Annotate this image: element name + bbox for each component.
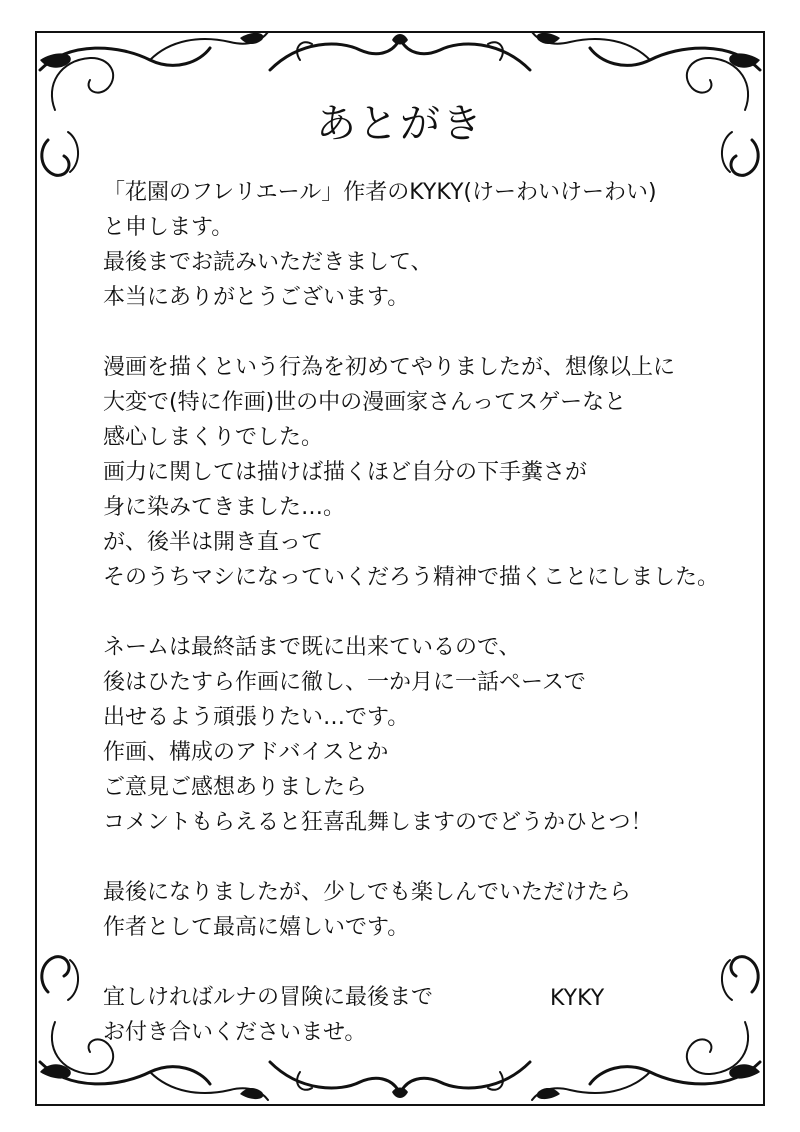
- text-line: 画力に関しては描けば描くほど自分の下手糞さが: [103, 460, 588, 485]
- text-line: お付き合いくださいませ。: [103, 1020, 367, 1045]
- text-line: 漫画を描くという行為を初めてやりましたが、想像以上に: [103, 355, 676, 380]
- text-line: 最後になりましたが、少しでも楽しんでいただけたら: [103, 880, 632, 905]
- text-line: と申します。: [103, 215, 234, 240]
- text-line: コメントもらえると狂喜乱舞しますのでどうかひとつ！: [103, 810, 653, 835]
- paragraph: [103, 875, 763, 945]
- author-signature: KYKY: [550, 986, 605, 1011]
- text-line: 作画、構成のアドバイスとか: [103, 740, 389, 765]
- text-line: そのうちマシになっていくだろう精神で描くことにしました。: [103, 565, 720, 590]
- text-line: 大変で(特に作画)世の中の漫画家さんってスゲーなと: [103, 390, 627, 415]
- text-line: ご意見ご感想ありましたら: [103, 775, 368, 800]
- paragraph: [103, 630, 763, 840]
- page-title: あとがき: [316, 101, 484, 147]
- flourish-bottom-center: [270, 1062, 530, 1098]
- text-line: 後はひたすら作画に徹し、一か月に一話ペースで: [103, 670, 586, 695]
- text-line: ネームは最終話まで既に出来ているので、: [103, 635, 521, 660]
- text-line: 感心しまくりでした。: [103, 425, 324, 450]
- text-line: 身に染みてきました…。: [103, 495, 346, 520]
- text-line: 本当にありがとうございます。: [103, 285, 410, 310]
- paragraph: [103, 175, 763, 315]
- afterword-body: [103, 175, 763, 1050]
- text-line: 「花園のフレリエール」作者のKYKY(けーわいけーわい): [103, 180, 657, 205]
- text-line: 出せるよう頑張りたい…です。: [103, 705, 410, 730]
- text-line: 宜しければルナの冒険に最後まで: [103, 985, 434, 1010]
- flourish-top-center: [270, 34, 530, 70]
- text-line: 作者として最高に嬉しいです。: [103, 915, 410, 940]
- paragraph: [103, 350, 763, 595]
- text-line: 最後までお読みいただきまして、: [103, 250, 433, 275]
- paragraph: [103, 980, 763, 1050]
- text-line: が、後半は開き直って: [103, 530, 324, 555]
